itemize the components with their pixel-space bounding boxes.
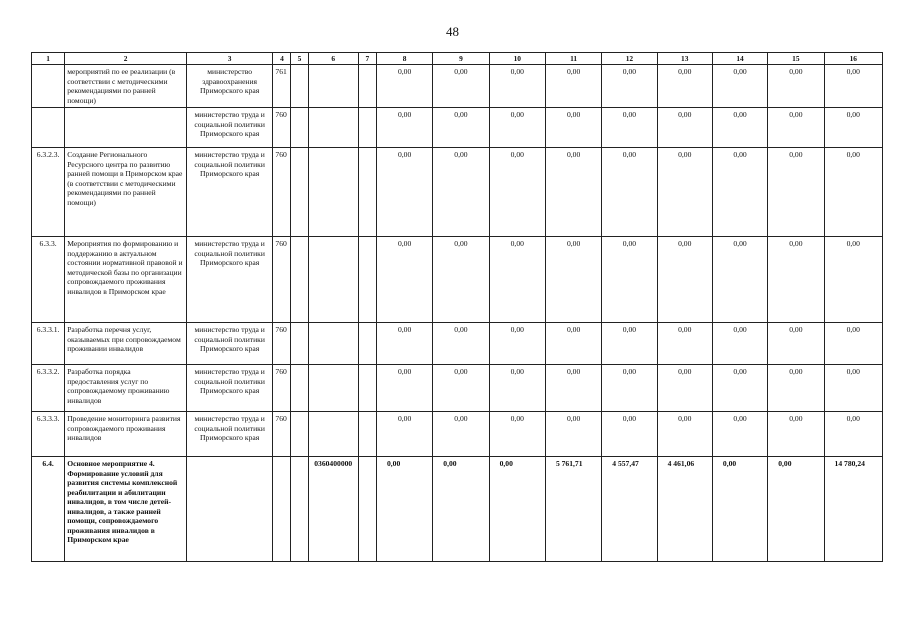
table-row [32,365,883,412]
amount-cell: 0,00 [824,108,882,148]
section-code-cell [291,237,308,323]
col-header: 9 [433,53,489,65]
amount-cell: 0,00 [489,457,545,562]
amount-cell: 0,00 [657,148,712,237]
grbs-code-cell [273,457,291,562]
amount-cell: 0,00 [768,65,824,108]
amount-cell: 0,00 [433,148,489,237]
budget-table [31,52,883,562]
amount-cell: 0,00 [768,365,824,412]
expense-type-cell [358,412,376,457]
section-code-cell [291,457,308,562]
expense-type-cell [358,323,376,365]
amount-cell: 0,00 [602,148,657,237]
amount-cell: 0,00 [545,65,601,108]
ministry-cell [186,457,273,562]
amount-cell: 0,00 [657,412,712,457]
col-header: 16 [824,53,882,65]
activity-name-cell: мероприятий по ее реализации (в соответствии с методическими рекомендациями по ранней помощи) [65,65,187,108]
amount-cell: 0,00 [376,108,432,148]
activity-name-cell: Создание Регионального Ресурсного центра по развитию ранней помощи в Приморском крае (в соответствии с методическими рекомендациями по ранней помощи) [65,148,187,237]
amount-cell: 0,00 [545,412,601,457]
amount-cell: 0,00 [712,457,767,562]
amount-cell: 0,00 [768,323,824,365]
ministry-cell: министерство труда и социальной политики Приморского края [186,365,273,412]
amount-cell: 0,00 [545,323,601,365]
col-header: 5 [291,53,308,65]
amount-cell: 0,00 [433,65,489,108]
amount-cell: 0,00 [433,412,489,457]
row-number-cell: 6.3.3.2. [32,365,65,412]
section-code-cell [291,365,308,412]
amount-cell: 0,00 [602,65,657,108]
row-number-cell: 6.4. [32,457,65,562]
amount-cell: 0,00 [824,365,882,412]
amount-cell: 0,00 [824,412,882,457]
section-code-cell [291,323,308,365]
target-code-cell [308,323,358,365]
amount-cell: 0,00 [657,108,712,148]
amount-cell: 0,00 [489,148,545,237]
amount-cell: 0,00 [433,365,489,412]
amount-cell: 0,00 [657,65,712,108]
grbs-code-cell: 761 [273,65,291,108]
section-code-cell [291,412,308,457]
ministry-cell: министерство труда и социальной политики Приморского края [186,237,273,323]
amount-cell: 0,00 [824,65,882,108]
col-header: 6 [308,53,358,65]
amount-cell: 0,00 [489,412,545,457]
col-header: 1 [32,53,65,65]
amount-cell: 0,00 [433,323,489,365]
amount-cell: 0,00 [602,365,657,412]
table-row [32,65,883,108]
amount-cell: 0,00 [545,365,601,412]
ministry-cell: министерство труда и социальной политики Приморского края [186,412,273,457]
expense-type-cell [358,365,376,412]
table-row [32,457,883,562]
col-header: 2 [65,53,187,65]
amount-cell: 0,00 [602,237,657,323]
col-header: 7 [358,53,376,65]
amount-cell: 0,00 [657,237,712,323]
amount-cell: 4 461,06 [657,457,712,562]
ministry-cell: министерство здравоохранения Приморского края [186,65,273,108]
amount-cell: 0,00 [768,148,824,237]
col-header: 12 [602,53,657,65]
col-header: 11 [545,53,601,65]
amount-cell: 0,00 [712,323,767,365]
amount-cell: 0,00 [376,65,432,108]
ministry-cell: министерство труда и социальной политики Приморского края [186,108,273,148]
col-header: 4 [273,53,291,65]
expense-type-cell [358,148,376,237]
amount-cell: 0,00 [602,323,657,365]
col-header: 13 [657,53,712,65]
col-header: 14 [712,53,767,65]
col-header: 3 [186,53,273,65]
amount-cell: 0,00 [433,108,489,148]
amount-cell: 0,00 [433,237,489,323]
expense-type-cell [358,237,376,323]
amount-cell: 0,00 [768,237,824,323]
activity-name-cell: Мероприятия по формированию и поддержанию в актуальном состоянии нормативной правовой и методической базы по организации сопровождаемого проживания инвалидов в Приморском крае [65,237,187,323]
amount-cell: 0,00 [376,237,432,323]
page-number: 48 [446,24,459,39]
amount-cell: 0,00 [712,365,767,412]
table-body [32,65,883,562]
grbs-code-cell: 760 [273,412,291,457]
amount-cell: 0,00 [824,323,882,365]
section-code-cell [291,65,308,108]
amount-cell: 0,00 [376,457,432,562]
section-code-cell [291,108,308,148]
expense-type-cell [358,65,376,108]
amount-cell: 0,00 [712,412,767,457]
row-number-cell [32,108,65,148]
grbs-code-cell: 760 [273,148,291,237]
amount-cell: 0,00 [824,148,882,237]
col-header: 15 [768,53,824,65]
activity-name-cell: Разработка перечня услуг, оказываемых при сопровождаемом проживании инвалидов [65,323,187,365]
amount-cell: 5 761,71 [545,457,601,562]
amount-cell: 0,00 [768,108,824,148]
amount-cell: 0,00 [545,148,601,237]
amount-cell: 0,00 [712,65,767,108]
amount-cell: 14 780,24 [824,457,882,562]
amount-cell: 0,00 [657,365,712,412]
amount-cell: 0,00 [824,237,882,323]
target-code-cell [308,108,358,148]
amount-cell: 0,00 [376,365,432,412]
amount-cell: 0,00 [376,148,432,237]
ministry-cell: министерство труда и социальной политики Приморского края [186,148,273,237]
activity-name-cell: Разработка порядка предоставления услуг по сопровождаемому проживанию инвалидов [65,365,187,412]
row-number-cell: 6.3.3. [32,237,65,323]
amount-cell: 0,00 [657,323,712,365]
target-code-cell [308,65,358,108]
amount-cell: 0,00 [545,237,601,323]
table-row [32,237,883,323]
amount-cell: 4 557,47 [602,457,657,562]
amount-cell: 0,00 [712,108,767,148]
expense-type-cell [358,457,376,562]
amount-cell: 0,00 [489,108,545,148]
target-code-cell [308,237,358,323]
table-row [32,148,883,237]
amount-cell: 0,00 [768,412,824,457]
amount-cell: 0,00 [489,65,545,108]
table-row [32,108,883,148]
amount-cell: 0,00 [376,323,432,365]
col-header: 8 [376,53,432,65]
ministry-cell: министерство труда и социальной политики Приморского края [186,323,273,365]
activity-name-cell: Проведение мониторинга развития сопровождаемого проживания инвалидов [65,412,187,457]
table-row [32,323,883,365]
amount-cell: 0,00 [545,108,601,148]
expense-type-cell [358,108,376,148]
amount-cell: 0,00 [602,108,657,148]
amount-cell: 0,00 [489,365,545,412]
col-header: 10 [489,53,545,65]
amount-cell: 0,00 [489,237,545,323]
amount-cell: 0,00 [602,412,657,457]
amount-cell: 0,00 [376,412,432,457]
amount-cell: 0,00 [768,457,824,562]
amount-cell: 0,00 [712,237,767,323]
grbs-code-cell: 760 [273,108,291,148]
target-code-cell [308,365,358,412]
table-row [32,412,883,457]
amount-cell: 0,00 [489,323,545,365]
header-row [32,53,883,65]
row-number-cell: 6.3.3.1. [32,323,65,365]
target-code-cell [308,412,358,457]
target-code-cell [308,148,358,237]
activity-name-cell [65,108,187,148]
activity-name-cell: Основное мероприятие 4. Формирование условий для развития системы комплексной реабилитации и абилитации инвалидов, в том числе детей-инвалидов, а также ранней помощи, сопровождаемого проживания инвалидов в Приморском крае [65,457,187,562]
grbs-code-cell: 760 [273,237,291,323]
grbs-code-cell: 760 [273,323,291,365]
row-number-cell: 6.3.3.3. [32,412,65,457]
grbs-code-cell: 760 [273,365,291,412]
row-number-cell: 6.3.2.3. [32,148,65,237]
section-code-cell [291,148,308,237]
row-number-cell [32,65,65,108]
amount-cell: 0,00 [433,457,489,562]
amount-cell: 0,00 [712,148,767,237]
target-code-cell: 0360400000 [308,457,358,562]
